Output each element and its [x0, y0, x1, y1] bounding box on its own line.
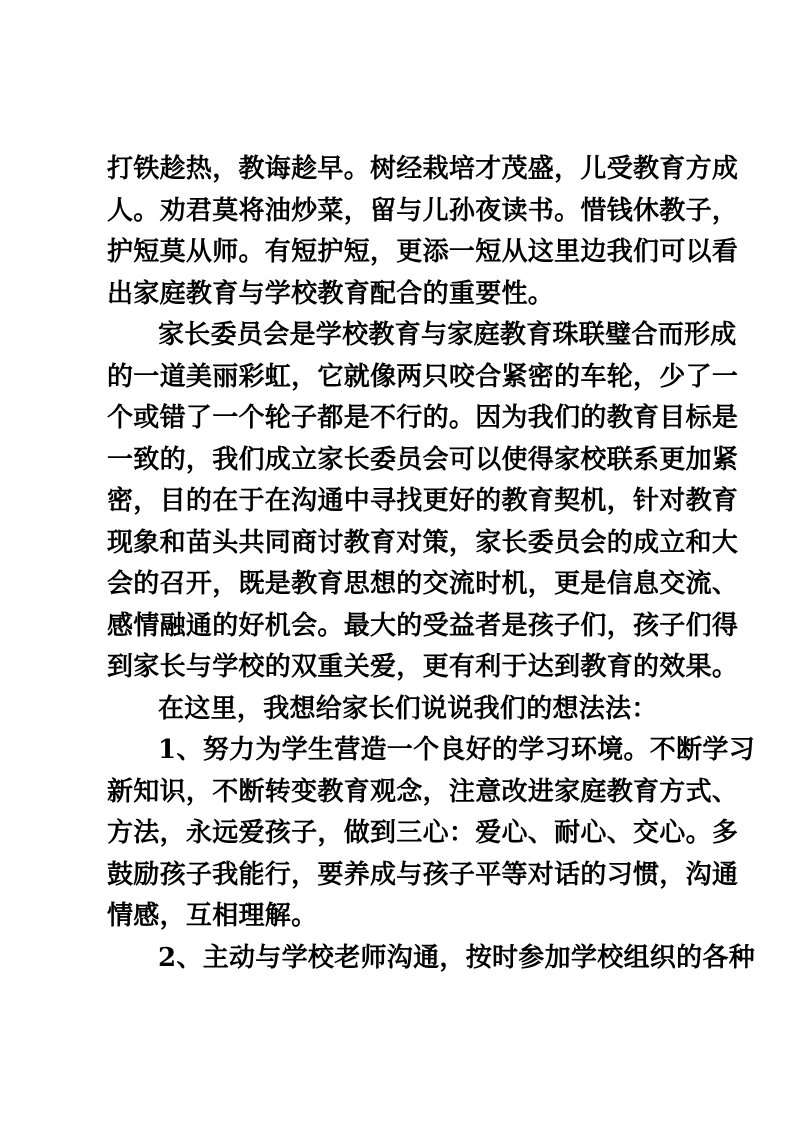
text-line: 打铁趁热，教诲趁早。树经栽培才茂盛，儿受教育方成	[107, 154, 739, 184]
text-line: 方法，永远爱孩子，做到三心：爱心、耐心、交心。多	[107, 818, 739, 848]
text-line: 出家庭教育与学校教育配合的重要性。	[107, 278, 555, 309]
text-line: 密，目的在于在沟通中寻找更好的教育契机，针对教育	[107, 486, 739, 516]
text-line: 现象和苗头共同商讨教育对策，家长委员会的成立和大	[107, 527, 739, 558]
text-line: 1、努力为学生营造一个良好的学习环境。不断学习	[158, 735, 755, 765]
text-line: 家长委员会是学校教育与家庭教育珠联璧合而形成	[158, 320, 737, 350]
text-line: 新知识，不断转变教育观念，注意改进家庭教育方式、	[107, 776, 739, 807]
paragraph-5	[107, 938, 755, 980]
text-line: 个或错了一个轮子都是不行的。因为我们的教育目标是	[107, 403, 739, 433]
text-line: 到家长与学校的双重关爱，更有利于达到教育的效果。	[107, 652, 739, 682]
paragraph-4	[107, 730, 755, 938]
text-line: 感情融通的好机会。最大的受益者是孩子们，孩子们得	[107, 610, 739, 641]
text-line: 的一道美丽彩虹，它就像两只咬合紧密的车轮，少了一	[107, 361, 739, 392]
text-line: 一致的，我们成立家长委员会可以使得家校联系更加紧	[107, 444, 739, 475]
text-line: 情感，互相理解。	[107, 901, 318, 931]
text-line: 2、主动与学校老师沟通，按时参加学校组织的各种	[158, 942, 755, 973]
text-line: 护短莫从师。有短护短，更添一短从这里边我们可以看	[107, 237, 739, 267]
paragraph-1	[107, 149, 739, 315]
text-line: 人。劝君莫将油炒菜，留与儿孙夜读书。惜钱休教子，	[107, 195, 739, 226]
document-body	[107, 149, 755, 979]
paragraph-3	[107, 689, 691, 731]
text-line: 会的召开，既是教育思想的交流时机，更是信息交流、	[107, 569, 739, 599]
text-line: 在这里，我想给家长们说说我们的想法法：	[158, 693, 658, 724]
paragraph-2	[107, 315, 739, 689]
text-line: 鼓励孩子我能行，要养成与孩子平等对话的习惯，沟通	[107, 859, 739, 890]
